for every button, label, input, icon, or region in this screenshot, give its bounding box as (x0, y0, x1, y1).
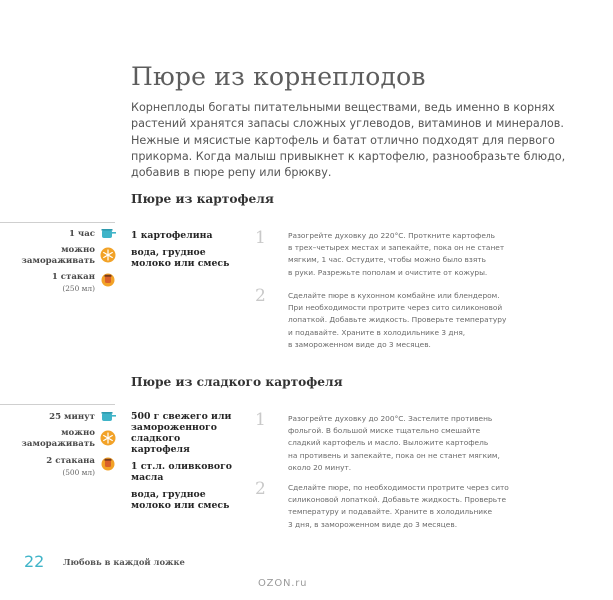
step-number: 2 (255, 479, 266, 499)
ingredient-line: молоко или смесь (131, 500, 230, 511)
step-line: в трех–четырех местах и запекайте, пока он не станет (288, 243, 505, 253)
intro-line: растений хранятся запасы сложных углеводов, витаминов и минералов. (131, 117, 564, 131)
step-line: лопаткой. Добавьте жидкость. Проверьте температуру (288, 315, 507, 325)
snowflake-icon (100, 430, 116, 446)
step-line: и подавайте. Храните в холодильнике 3 дня, (288, 327, 466, 337)
saucepan-icon (100, 408, 116, 424)
step-line: около 20 минут. (288, 462, 352, 472)
freeze-label: можно замораживать (21, 245, 95, 266)
step-line: Разогрейте духовку до 200°С. Застелите противень (288, 414, 493, 423)
yield-sub-label: (500 мл) (62, 468, 95, 477)
yield-label: 1 стакан (51, 272, 95, 282)
ingredient-line: картофеля (131, 444, 190, 455)
ingredient-line: масла (131, 472, 164, 483)
step-line: При необходимости протрите через сито силиконовой (288, 303, 503, 313)
ingredient-line: замороженного (131, 422, 217, 433)
recipe2-yield (46, 456, 95, 478)
section-divider (0, 222, 115, 223)
step-line: в замороженном виде до 3 месяцев. (288, 339, 431, 349)
recipe-title-potato: Пюре из картофеля (131, 192, 274, 206)
ingredient-line: вода, грудное (131, 489, 206, 500)
recipe2-step2-text (288, 482, 588, 531)
ingredient-line: 1 картофелина (131, 230, 213, 241)
step-line: мягким, 1 час. Остудите, чтобы можно было взять (288, 255, 486, 265)
intro-paragraph (131, 100, 566, 181)
ingredient-line: 1 ст.л. оливкового (131, 461, 232, 472)
step-line: Разогрейте духовку до 220°С. Проткните картофель (288, 231, 495, 240)
step-line: сладкий картофель и масло. Выложите картофель (288, 438, 489, 448)
step-line: силиконовой лопаткой. Добавьте жидкость. Проверьте (288, 495, 507, 505)
ingredient-line: молоко или смесь (131, 258, 230, 269)
page-title: Пюре из корнеплодов (131, 62, 426, 91)
yield-sub-label: (250 мл) (62, 284, 95, 293)
step-line: на противень и запекайте, пока он не станет мягким, (288, 450, 500, 460)
step-line: в руки. Разрежьте пополам и очистите от кожуры. (288, 267, 488, 277)
intro-line: добавив в пюре репу или брюкву. (131, 166, 332, 180)
intro-line: Корнеплоды богаты питательными веществами, ведь именно в корнях (131, 101, 555, 114)
recipe2-ingredients (131, 411, 241, 511)
recipe2-step1-text (288, 413, 588, 474)
recipe1-time: 1 час (68, 229, 95, 239)
recipe1-freeze (21, 245, 95, 267)
ingredient-line: сладкого (131, 433, 181, 444)
step-line: Сделайте пюре в кухонном комбайне или блендером. (288, 291, 500, 300)
step-number: 1 (255, 228, 266, 248)
recipe2-freeze (21, 428, 95, 450)
step-line: 3 дня, в замороженном виде до 3 месяцев. (288, 519, 458, 529)
jar-icon (100, 455, 116, 471)
jar-icon (100, 271, 116, 287)
ingredient-line: вода, грудное (131, 247, 206, 258)
page-number: 22 (24, 552, 45, 571)
ingredient-line: 500 г свежего или (131, 411, 232, 422)
step-number: 1 (255, 410, 266, 430)
recipe2-time: 25 минут (49, 412, 95, 422)
step-line: фольгой. В большой миске тщательно смешайте (288, 426, 481, 436)
recipe1-step1-text (288, 230, 588, 279)
intro-line: Нежные и мясистые картофель и батат отлично подходят для первого (131, 133, 555, 147)
section-divider (0, 404, 115, 405)
yield-label: 2 стакана (46, 456, 95, 466)
watermark: OZON.ru (258, 578, 308, 589)
recipe1-ingredients (131, 230, 241, 269)
freeze-label: можно замораживать (21, 428, 95, 449)
book-title: Любовь в каждой ложке (63, 557, 185, 567)
intro-line: прикорма. Когда малыш привыкнет к картофелю, разнообразьте блюдо, (131, 149, 566, 163)
saucepan-icon (100, 225, 116, 241)
step-line: Сделайте пюре, по необходимости протрите через сито (288, 483, 509, 492)
recipe1-yield (52, 272, 95, 294)
recipe1-step2-text (288, 290, 588, 351)
step-number: 2 (255, 286, 266, 306)
recipe-title-sweet-potato: Пюре из сладкого картофеля (131, 375, 343, 389)
step-line: температуру и подавайте. Храните в холодильнике (288, 507, 493, 517)
snowflake-icon (100, 247, 116, 263)
